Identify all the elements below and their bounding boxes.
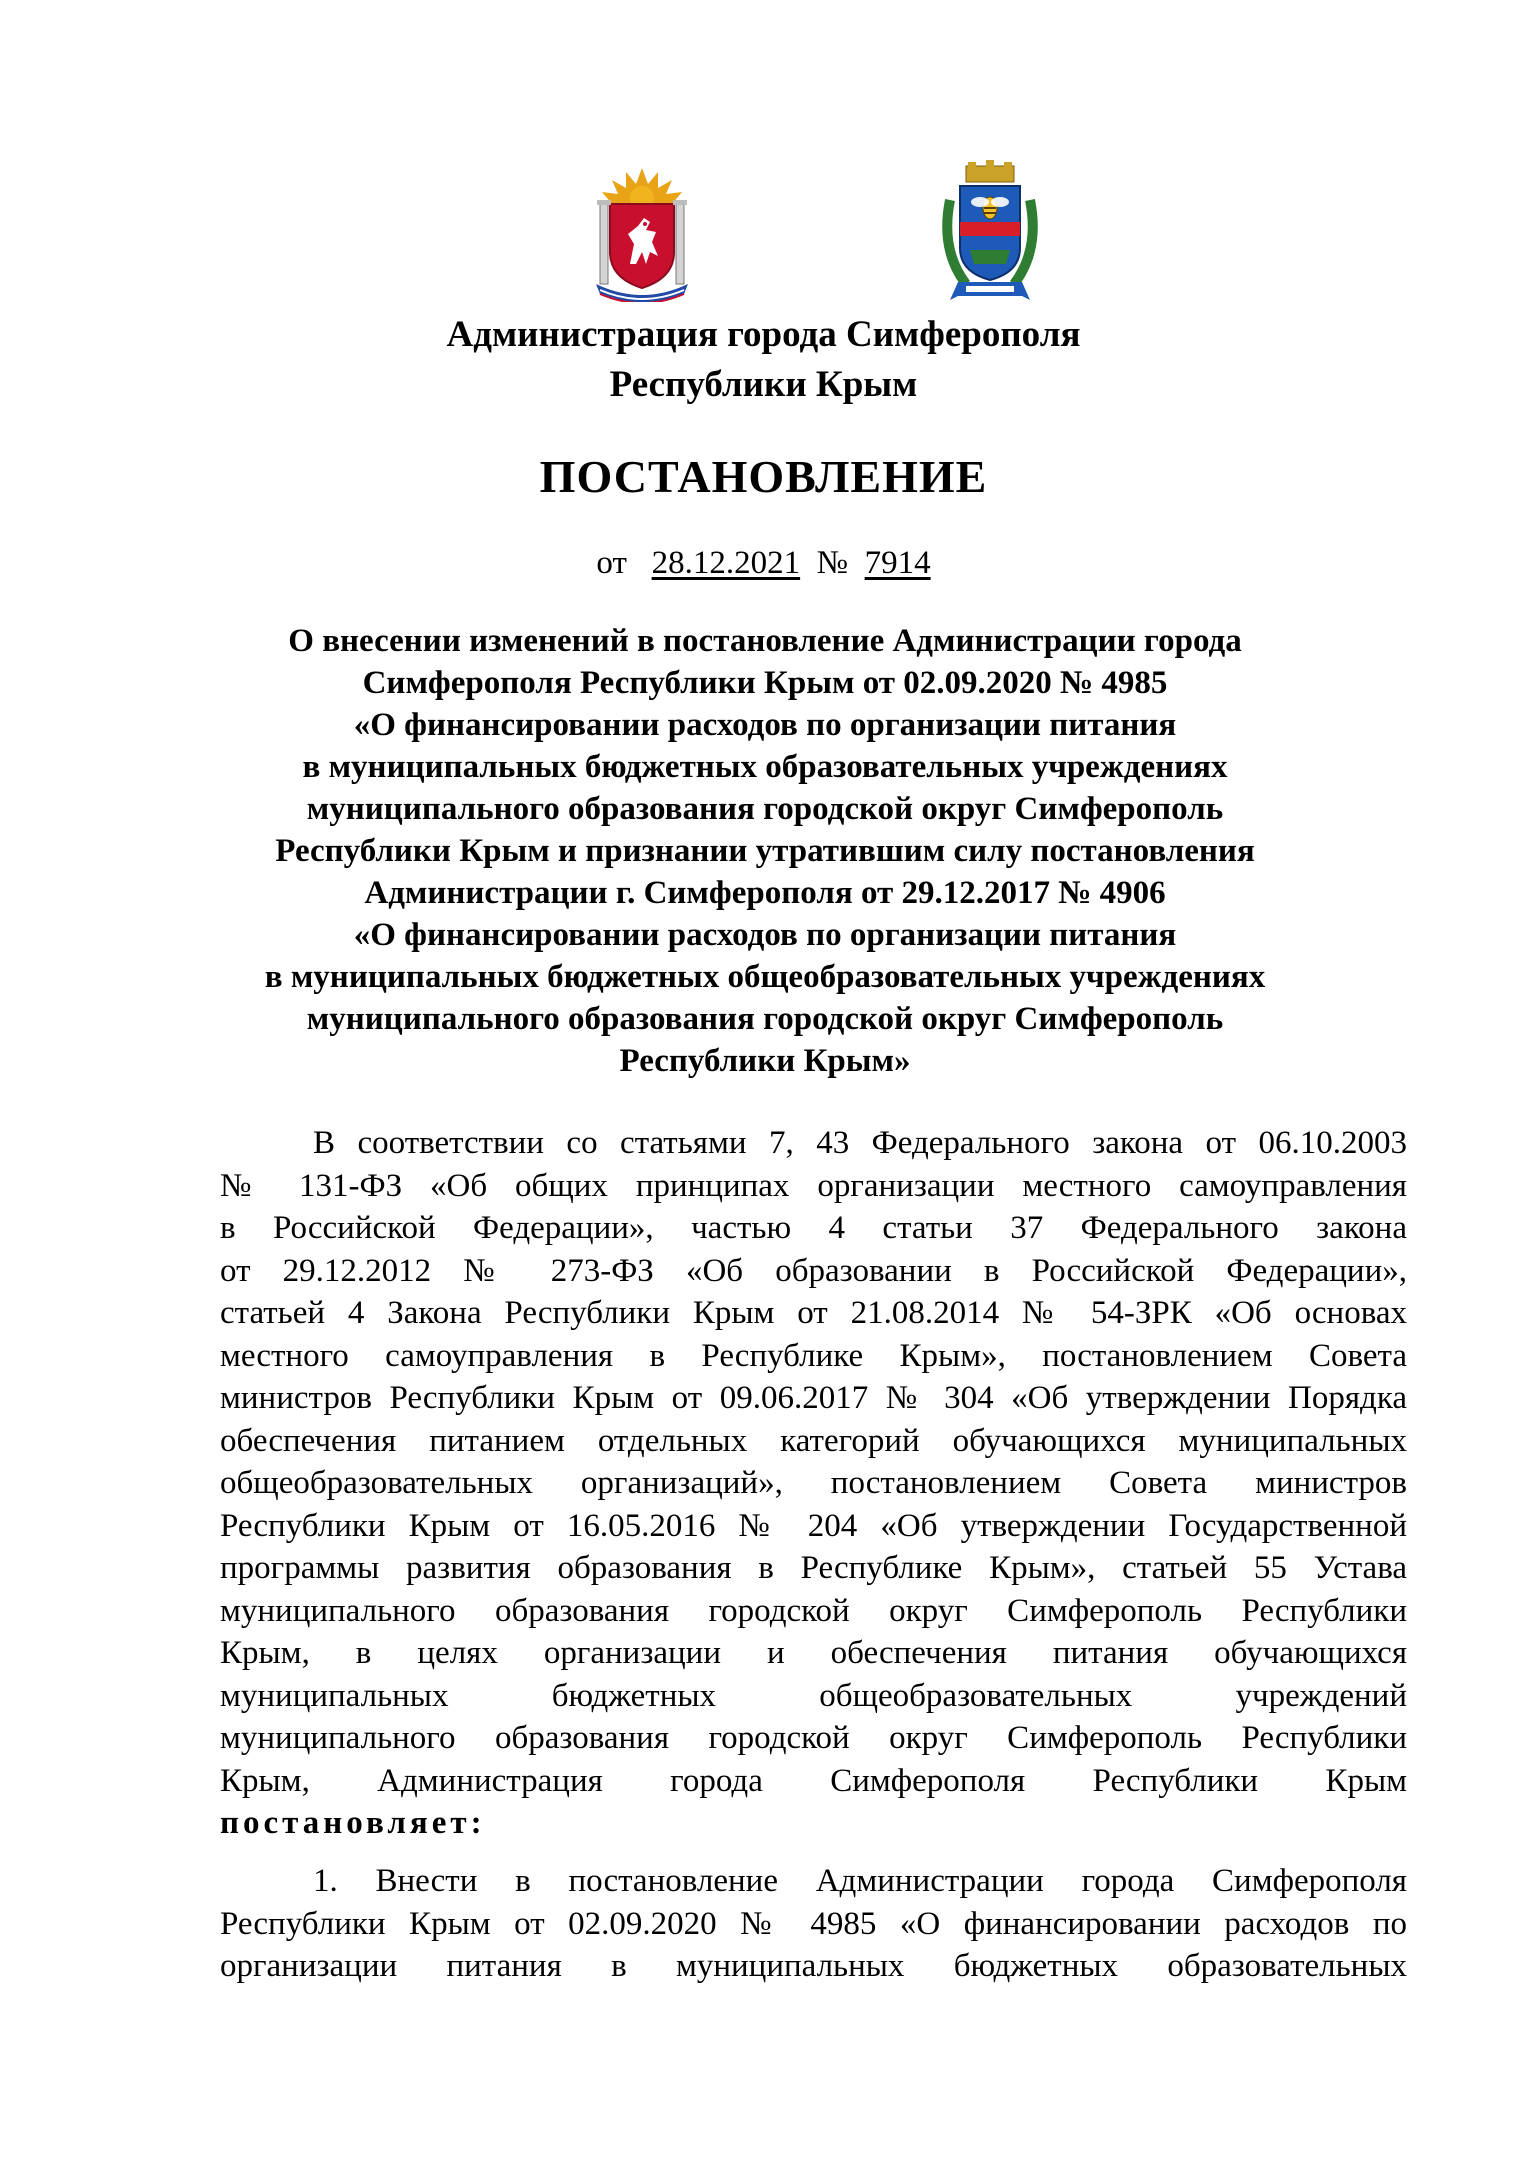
subject-line: «О финансировании расходов по организации питания [353,917,1177,953]
document-number: 7914 [864,545,931,581]
paragraph-line: Республики Крым от 02.09.2020 № 4985 «О финансировании расходов по [220,1905,1407,1942]
paragraph-line: № 131-ФЗ «Об общих принципах организации местного самоуправления [220,1167,1407,1204]
paragraph-line: организации питания в муниципальных бюджетных образовательных [220,1948,1407,1984]
paragraph-line: В соответствии со статьями 7, 43 Федерального закона от 06.10.2003 [313,1125,1407,1161]
paragraph-line: в Российской Федерации», частью 4 статьи 37 Федерального закона [220,1210,1407,1246]
paragraph-line: от 29.12.2012 № 273-ФЗ «Об образовании в Российской Федерации», [220,1252,1407,1289]
item-1-paragraph [220,1860,1407,1988]
decree-word: постановляет: [220,1805,486,1841]
paragraph-line: Республики Крым от 16.05.2016 № 204 «Об утверждении Государственной [220,1507,1407,1544]
subject-line: Администрации г. Симферополя от 29.12.2017 № 4906 [364,875,1166,911]
org-line-2: Республики Крым [609,364,918,405]
subject-line: Республики Крым» [619,1043,911,1079]
document-subject [240,620,1290,1082]
preamble-paragraph [220,1122,1407,1845]
subject-line: Симферополя Республики Крым от 02.09.2020 № 4985 [362,665,1168,701]
paragraph-line: местного самоуправления в Республике Крым», постановлением Совета [220,1337,1407,1374]
paragraph-line: общеобразовательных организаций», постановлением Совета министров [220,1465,1407,1501]
emblems [0,160,1527,310]
paragraph-line: обеспечения питанием отдельных категорий обучающихся муниципальных [220,1422,1407,1459]
crimea-coat-of-arms [586,160,698,302]
document-date: 28.12.2021 [651,545,801,581]
date-number-line [0,543,1527,583]
paragraph-line: муниципального образования городской округ Симферополь Республики [220,1592,1407,1629]
date-prefix: от [596,545,627,581]
org-line-1: Администрация города Симферополя [446,314,1081,355]
subject-line: О внесении изменений в постановление Администрации города [288,623,1242,659]
subject-line: в муниципальных бюджетных общеобразовательных учреждениях [264,959,1266,995]
simferopol-coat-of-arms [936,160,1044,306]
subject-line: в муниципальных бюджетных образовательных учреждениях [302,749,1228,785]
document-type: ПОСТАНОВЛЕНИЕ [539,451,988,502]
subject-line: муниципального образования городской округ Симферополь [306,791,1224,827]
paragraph-line: Крым, в целях организации и обеспечения питания обучающихся [220,1635,1407,1671]
paragraph-line: статьей 4 Закона Республики Крым от 21.08.2014 № 54-ЗРК «Об основах [220,1295,1407,1331]
paragraph-line: Крым, Администрация города Симферополя Республики Крым [220,1762,1407,1799]
paragraph-line: муниципальных бюджетных общеобразовательных учреждений [220,1677,1407,1714]
organization-name [0,310,1527,410]
subject-line: «О финансировании расходов по организации питания [353,707,1177,743]
subject-line: муниципального образования городской округ Симферополь [306,1001,1224,1037]
paragraph-line: 1. Внести в постановление Администрации города Симферополя [313,1863,1407,1899]
number-sign: № [816,545,849,581]
paragraph-line: программы развития образования в Республике Крым», статьей 55 Устава [220,1550,1407,1586]
paragraph-line: муниципального образования городской округ Симферополь Республики [220,1720,1407,1756]
paragraph-line: министров Республики Крым от 09.06.2017 № 304 «Об утверждении Порядка [220,1380,1407,1416]
subject-line: Республики Крым и признании утратившим силу постановления [275,833,1255,869]
